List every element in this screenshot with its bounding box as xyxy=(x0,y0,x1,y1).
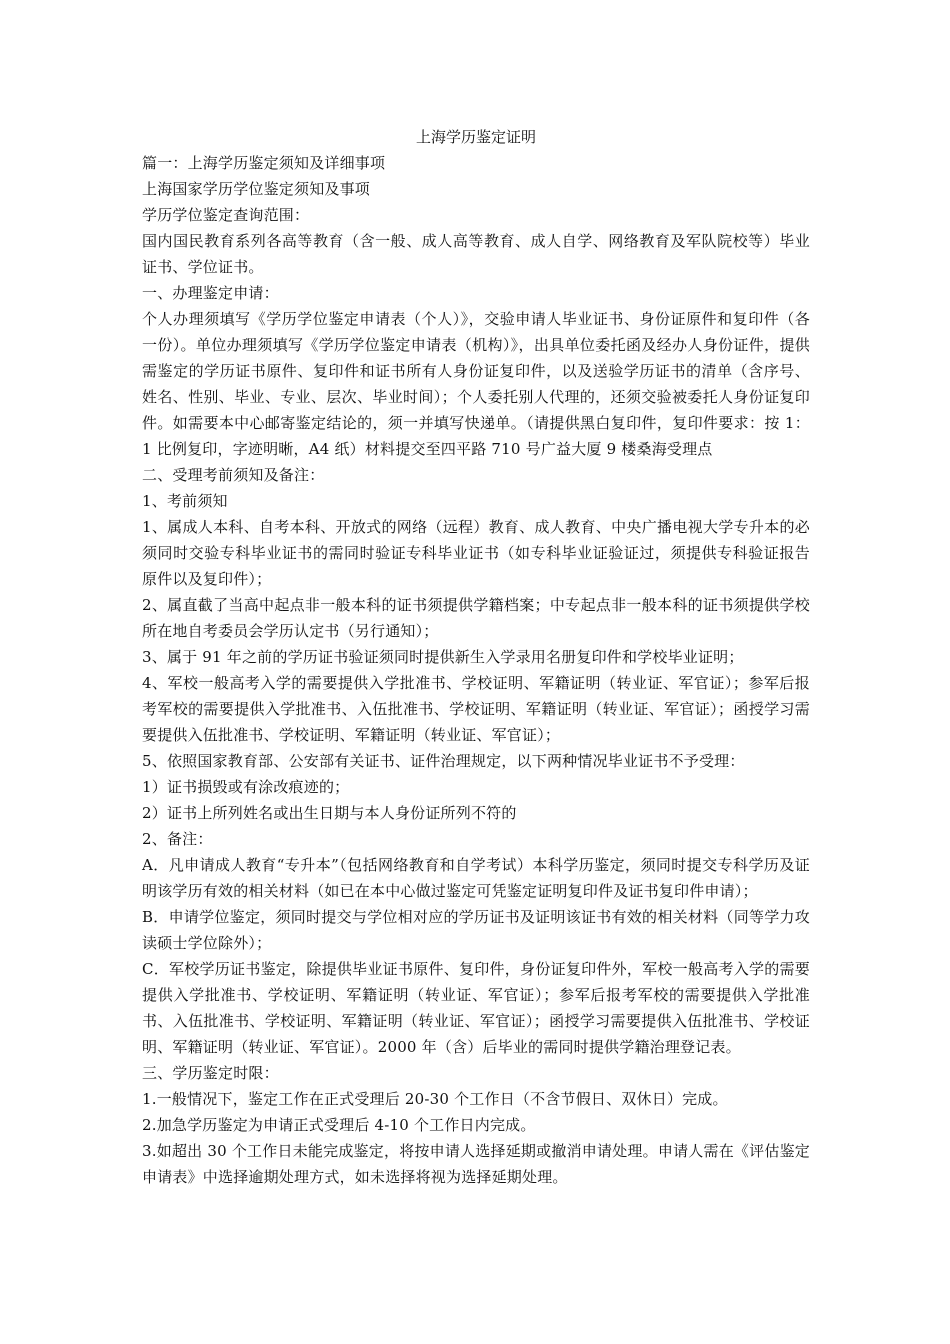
section-heading: 二、受理考前须知及备注： xyxy=(142,466,325,484)
list-item: 2、属直截了当高中起点非一般本科的证书须提供学籍档案；中专起点非一般本科的证书须提供学校所在地自考委员会学历认定书（另行通知）； xyxy=(142,596,810,640)
section-heading: 一、办理鉴定申请： xyxy=(142,284,279,302)
section-heading: 三、学历鉴定时限： xyxy=(142,1064,279,1082)
paragraph: 篇一：上海学历鉴定须知及详细事项 xyxy=(142,154,386,172)
paragraph: 2、备注： xyxy=(142,830,213,848)
list-item: 1）证书损毁或有涂改痕迹的； xyxy=(142,778,350,796)
list-item: B．申请学位鉴定，须同时提交与学位相对应的学历证书及证明该证书有效的相关材料（同等学力攻读硕士学位除外）； xyxy=(142,908,810,952)
document-body xyxy=(142,150,810,1190)
document-title: 上海学历鉴定证明 xyxy=(415,128,536,146)
paragraph: 国内国民教育系列各高等教育（含一般、成人高等教育、成人自学、网络教育及军队院校等）毕业证书、学位证书。 xyxy=(142,232,810,276)
list-item: 4、军校一般高考入学的需要提供入学批准书、学校证明、军籍证明（转业证、军官证）；参军后报考军校的需要提供入学批准书、入伍批准书、学校证明、军籍证明（转业证、军官证）；函授学习需要提供入伍批准书、学校证明、军籍证明（转业证、军官证）； xyxy=(142,674,810,744)
document-page xyxy=(142,124,810,1190)
paragraph: 学历学位鉴定查询范围： xyxy=(142,206,310,224)
paragraph: 个人办理须填写《学历学位鉴定申请表（个人）》，交验申请人毕业证书、身份证原件和复印件（各一份）。单位办理须填写《学历学位鉴定申请表（机构）》，出具单位委托函及经办人身份证件，提供需鉴定的学历证书原件、复印件和证书所有人身份证复印件，以及送验学历证书的清单（含序号、姓名、性别、毕业、专业、层次、毕业时间）；个人委托别人代理的，还须交验被委托人身份证复印件。如需要本中心邮寄鉴定结论的，须一并填写快递单。（请提供黑白复印件，复印件要求：按 1：1 比例复印，字迹明晰，A4 纸）材料提交至四平路 710 号广益大厦 9 楼桑海受理点 xyxy=(142,310,810,458)
list-item: C．军校学历证书鉴定，除提供毕业证书原件、复印件，身份证复印件外，军校一般高考入学的需要提供入学批准书、学校证明、军籍证明（转业证、军官证）；参军后报考军校的需要提供入学批准书、入伍批准书、学校证明、军籍证明（转业证、军官证）；函授学习需要提供入伍批准书、学校证明、军籍证明（转业证、军官证）。2000 年（含）后毕业的需同时提供学籍治理登记表。 xyxy=(142,960,810,1056)
list-item: 1、属成人本科、自考本科、开放式的网络（远程）教育、成人教育、中央广播电视大学专升本的必须同时交验专科毕业证书的需同时验证专科毕业证书（如专科毕业证验证过，须提供专科验证报告原件以及复印件）； xyxy=(142,518,810,588)
list-item: A．凡申请成人教育“专升本”（包括网络教育和自学考试）本科学历鉴定，须同时提交专科学历及证明该学历有效的相关材料（如已在本中心做过鉴定可凭鉴定证明复印件及证书复印件申请）； xyxy=(142,856,810,900)
list-item: 5、依照国家教育部、公安部有关证书、证件治理规定，以下两种情况毕业证书不予受理： xyxy=(142,752,745,770)
list-item: 3.如超出 30 个工作日未能完成鉴定，将按申请人选择延期或撤消申请处理。申请人需在《评估鉴定申请表》中选择逾期处理方式，如未选择将视为选择延期处理。 xyxy=(142,1142,810,1186)
list-item: 1.一般情况下，鉴定工作在正式受理后 20-30 个工作日（不含节假日、双休日）完成。 xyxy=(142,1090,728,1108)
list-item: 2.加急学历鉴定为申请正式受理后 4-10 个工作日内完成。 xyxy=(142,1116,536,1134)
paragraph: 上海国家学历学位鉴定须知及事项 xyxy=(142,180,371,198)
paragraph: 1、考前须知 xyxy=(142,492,228,510)
list-item: 3、属于 91 年之前的学历证书验证须同时提供新生入学录用名册复印件和学校毕业证明； xyxy=(142,648,744,666)
list-item: 2）证书上所列姓名或出生日期与本人身份证所列不符的 xyxy=(142,804,517,822)
